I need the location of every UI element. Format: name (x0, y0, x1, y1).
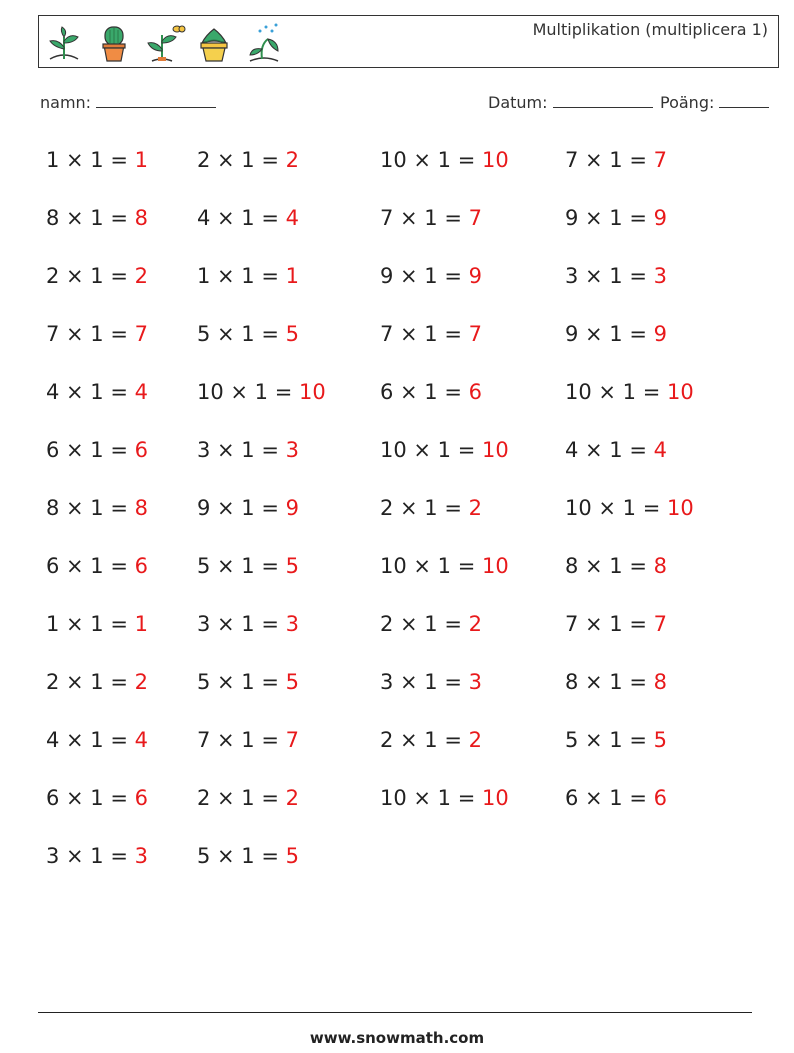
problem-item (197, 786, 299, 810)
problem-question: 2 × 1 = (46, 264, 128, 288)
problem-question: 3 × 1 = (380, 670, 462, 694)
problem-item (380, 438, 509, 462)
problem-answer: 2 (134, 264, 149, 288)
problem-answer: 4 (653, 438, 668, 462)
problem-answer: 3 (653, 264, 668, 288)
problem-answer: 7 (134, 322, 149, 346)
problem-question: 2 × 1 = (197, 786, 279, 810)
problem-answer: 4 (285, 206, 300, 230)
problem-question: 2 × 1 = (380, 496, 462, 520)
problem-question: 10 × 1 = (380, 786, 476, 810)
problem-question: 10 × 1 = (565, 496, 661, 520)
problem-question: 6 × 1 = (565, 786, 647, 810)
problem-item (197, 496, 299, 520)
problem-question: 9 × 1 = (565, 206, 647, 230)
problem-item (197, 670, 299, 694)
problem-answer: 6 (468, 380, 483, 404)
problem-question: 1 × 1 = (46, 148, 128, 172)
problem-question: 6 × 1 = (46, 438, 128, 462)
problem-item (197, 322, 299, 346)
problem-item (380, 380, 482, 404)
problem-answer: 10 (482, 148, 509, 172)
problem-question: 8 × 1 = (565, 670, 647, 694)
problem-answer: 7 (468, 206, 483, 230)
problem-question: 6 × 1 = (46, 554, 128, 578)
problem-item (197, 728, 299, 752)
problem-answer: 10 (299, 380, 326, 404)
problem-answer: 4 (134, 380, 149, 404)
problem-item (46, 496, 148, 520)
problem-answer: 5 (285, 670, 300, 694)
problem-answer: 10 (482, 786, 509, 810)
problem-question: 5 × 1 = (197, 844, 279, 868)
problem-answer: 7 (285, 728, 300, 752)
problem-question: 3 × 1 = (197, 612, 279, 636)
problem-answer: 10 (667, 496, 694, 520)
problem-item (380, 612, 482, 636)
problem-item (46, 322, 148, 346)
name-field (40, 93, 216, 112)
problem-item (197, 206, 299, 230)
problem-item (46, 844, 148, 868)
problem-item (565, 670, 667, 694)
problem-answer: 7 (653, 612, 668, 636)
problem-item (380, 148, 509, 172)
problem-item (46, 786, 148, 810)
problem-item (565, 612, 667, 636)
problem-answer: 7 (468, 322, 483, 346)
problem-answer: 5 (285, 554, 300, 578)
date-blank[interactable] (553, 94, 653, 108)
problem-answer: 8 (653, 670, 668, 694)
problem-item (197, 148, 299, 172)
problem-item (565, 496, 694, 520)
score-blank[interactable] (719, 94, 769, 108)
problem-item (46, 554, 148, 578)
date-field (488, 93, 653, 112)
watering-plant-icon (242, 21, 286, 65)
problem-question: 10 × 1 = (380, 438, 476, 462)
problem-question: 8 × 1 = (46, 496, 128, 520)
problem-answer: 5 (285, 322, 300, 346)
problem-item (197, 554, 299, 578)
problem-answer: 2 (468, 496, 483, 520)
problem-question: 3 × 1 = (565, 264, 647, 288)
problem-question: 2 × 1 = (46, 670, 128, 694)
problem-item (197, 438, 299, 462)
problem-item (380, 206, 482, 230)
problem-answer: 2 (468, 728, 483, 752)
problem-item (46, 380, 148, 404)
problem-question: 3 × 1 = (46, 844, 128, 868)
problem-item (46, 612, 148, 636)
problem-answer: 1 (134, 612, 149, 636)
problem-item (565, 264, 667, 288)
worksheet-title: Multiplikation (multiplicera 1) (532, 20, 768, 39)
problem-question: 2 × 1 = (380, 612, 462, 636)
problem-answer: 9 (653, 206, 668, 230)
problem-question: 10 × 1 = (565, 380, 661, 404)
problem-answer: 2 (285, 148, 300, 172)
problem-answer: 8 (653, 554, 668, 578)
problem-answer: 3 (285, 612, 300, 636)
problem-item (46, 206, 148, 230)
problem-question: 9 × 1 = (380, 264, 462, 288)
problem-question: 3 × 1 = (197, 438, 279, 462)
problem-question: 2 × 1 = (380, 728, 462, 752)
problem-answer: 6 (134, 554, 149, 578)
problem-question: 4 × 1 = (565, 438, 647, 462)
problem-answer: 9 (468, 264, 483, 288)
problem-item (565, 322, 667, 346)
problem-item (197, 264, 299, 288)
name-label: namn: (40, 93, 92, 112)
problem-item (565, 786, 667, 810)
problem-item (46, 264, 148, 288)
problem-answer: 6 (653, 786, 668, 810)
problem-question: 4 × 1 = (46, 728, 128, 752)
problem-item (565, 206, 667, 230)
problem-answer: 1 (134, 148, 149, 172)
problem-answer: 10 (667, 380, 694, 404)
problem-answer: 1 (285, 264, 300, 288)
score-field (660, 93, 769, 112)
problem-question: 10 × 1 = (380, 148, 476, 172)
problem-question: 1 × 1 = (46, 612, 128, 636)
footer-divider (38, 1012, 752, 1013)
problem-question: 2 × 1 = (197, 148, 279, 172)
seedling-icon (42, 21, 86, 65)
problem-question: 8 × 1 = (46, 206, 128, 230)
problem-answer: 6 (134, 438, 149, 462)
plant-with-butterfly-icon (142, 21, 186, 65)
problem-answer: 10 (482, 554, 509, 578)
problem-question: 10 × 1 = (197, 380, 293, 404)
problem-question: 7 × 1 = (380, 322, 462, 346)
problem-question: 5 × 1 = (197, 554, 279, 578)
problem-question: 9 × 1 = (565, 322, 647, 346)
problem-item (565, 728, 667, 752)
problem-answer: 3 (468, 670, 483, 694)
problem-answer: 9 (653, 322, 668, 346)
problem-question: 4 × 1 = (46, 380, 128, 404)
problem-item (46, 728, 148, 752)
problem-answer: 4 (134, 728, 149, 752)
problem-item (46, 670, 148, 694)
succulent-pot-icon (192, 21, 236, 65)
footer-url: www.snowmath.com (309, 1029, 485, 1047)
problem-question: 7 × 1 = (565, 612, 647, 636)
problem-question: 8 × 1 = (565, 554, 647, 578)
problem-answer: 2 (468, 612, 483, 636)
problem-item (380, 786, 509, 810)
problem-item (197, 380, 326, 404)
problem-item (565, 438, 667, 462)
problem-answer: 3 (134, 844, 149, 868)
problem-item (46, 438, 148, 462)
problem-answer: 8 (134, 206, 149, 230)
problem-item (380, 496, 482, 520)
problem-answer: 2 (285, 786, 300, 810)
cactus-pot-icon (92, 21, 136, 65)
problem-item (197, 844, 299, 868)
problem-item (197, 612, 299, 636)
problem-question: 5 × 1 = (197, 322, 279, 346)
date-label: Datum: (488, 93, 548, 112)
problem-question: 5 × 1 = (565, 728, 647, 752)
name-blank[interactable] (96, 94, 216, 108)
problem-item (380, 322, 482, 346)
problem-answer: 5 (285, 844, 300, 868)
problem-item (380, 554, 509, 578)
problem-item (565, 380, 694, 404)
problem-answer: 2 (134, 670, 149, 694)
problem-answer: 7 (653, 148, 668, 172)
score-label: Poäng: (660, 93, 715, 112)
problem-question: 6 × 1 = (46, 786, 128, 810)
problem-question: 7 × 1 = (380, 206, 462, 230)
problem-item (380, 670, 482, 694)
problem-answer: 10 (482, 438, 509, 462)
problem-item (380, 264, 482, 288)
plant-icons (42, 21, 286, 65)
problem-question: 6 × 1 = (380, 380, 462, 404)
worksheet-header (38, 15, 779, 68)
problem-answer: 3 (285, 438, 300, 462)
problem-question: 7 × 1 = (565, 148, 647, 172)
problem-answer: 9 (285, 496, 300, 520)
problem-answer: 6 (134, 786, 149, 810)
problem-question: 9 × 1 = (197, 496, 279, 520)
problem-answer: 5 (653, 728, 668, 752)
problem-item (46, 148, 148, 172)
problem-item (380, 728, 482, 752)
problem-item (565, 148, 667, 172)
problem-question: 10 × 1 = (380, 554, 476, 578)
problem-answer: 8 (134, 496, 149, 520)
problem-question: 5 × 1 = (197, 670, 279, 694)
problem-question: 7 × 1 = (197, 728, 279, 752)
problem-question: 1 × 1 = (197, 264, 279, 288)
problem-item (565, 554, 667, 578)
problem-question: 4 × 1 = (197, 206, 279, 230)
problem-question: 7 × 1 = (46, 322, 128, 346)
